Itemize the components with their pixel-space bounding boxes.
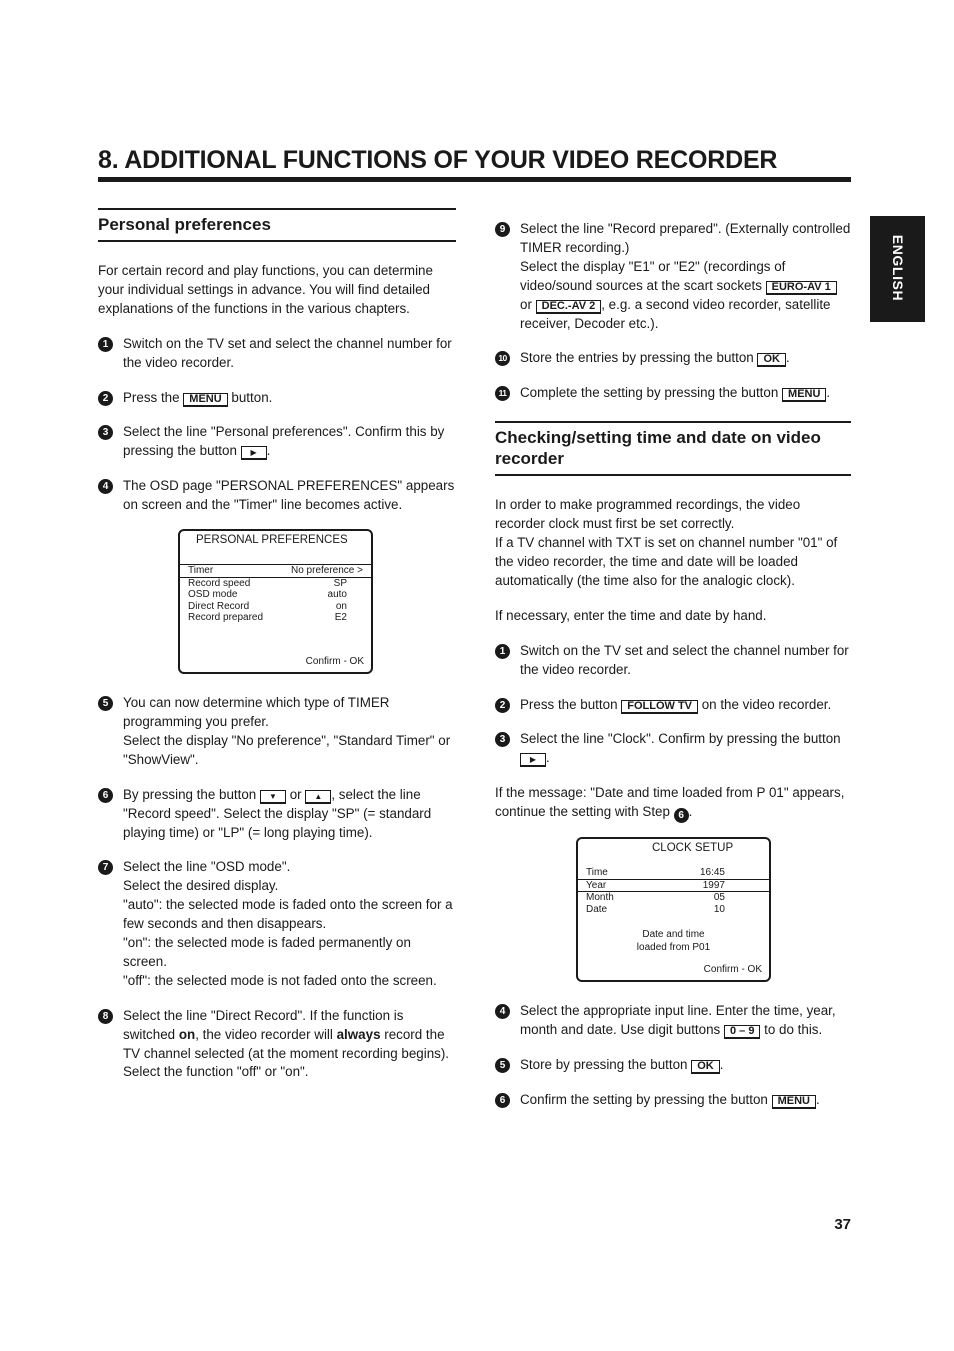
clock-step-5 [495, 1056, 851, 1075]
menu-key: MENU [782, 388, 826, 402]
clock-step-2 [495, 696, 851, 715]
step-text: Select the display "No preference", "Standard Timer" or "ShowView". [123, 732, 451, 767]
play-right-icon: ▶ [241, 446, 267, 460]
step-number: 7 [98, 860, 113, 875]
step-text: Select the display "E1" or "E2" (recordings of video/sound sources at the scart sockets EURO-AV 1 or DEC.-AV 2 , e.g. a second video recorder, satellite receiver, Decoder etc.). [520, 258, 851, 334]
osd-row: Year 1997 [578, 879, 769, 893]
step-text: "auto": the selected mode is faded onto the screen for a few seconds and then disappears. [123, 897, 453, 932]
step-1 [98, 335, 456, 373]
osd-clock-setup [576, 837, 771, 982]
step-number: 2 [495, 698, 510, 713]
step-number: 8 [98, 1009, 113, 1024]
osd-row: Timer No preference > [180, 565, 371, 578]
message-paragraph: If the message: "Date and time loaded from P 01" appears, continue the setting with Step 6 . [495, 785, 845, 822]
step-text: Select the line "Direct Record". If the function is switched on, the video recorder will always record the TV channel selected (at the moment recording begins). Select the function "off" or "on". [123, 1007, 450, 1080]
page-title: 8. ADDITIONAL FUNCTIONS OF YOUR VIDEO RECORDER [98, 145, 851, 182]
clock-step-3 [495, 730, 851, 768]
step-text: Press the button FOLLOW TV on the video recorder. [520, 696, 832, 712]
digit-keys: 0 – 9 [724, 1025, 760, 1039]
step-number: 6 [495, 1093, 510, 1108]
step-text: Complete the setting by pressing the button MENU . [520, 385, 831, 401]
step-text: Switch on the TV set and select the channel number for the video recorder. [520, 642, 849, 677]
step-number: 5 [495, 1058, 510, 1073]
step-number: 11 [495, 386, 510, 401]
step-4 [98, 477, 456, 515]
step-text: Select the appropriate input line. Enter the time, year, month and date. Use digit buttons 0 – 9 to do this. [520, 1003, 836, 1038]
osd-confirm: Confirm - OK [703, 963, 762, 975]
ok-key: OK [691, 1060, 720, 1074]
step-number: 4 [495, 1004, 510, 1019]
step-5 [98, 694, 456, 770]
clock-step-4 [495, 1002, 851, 1040]
osd-personal-preferences [178, 529, 373, 674]
step-9 [495, 220, 851, 333]
step-text: By pressing the button ▼ or ▲ , select the line "Record speed". Select the display "SP" (= standard playing time) or "LP" (= long playing time). [123, 786, 432, 840]
osd-row: Record prepared E2 [188, 612, 347, 624]
menu-key: MENU [183, 393, 227, 407]
clock-intro: If necessary, enter the time and date by hand. [495, 607, 767, 623]
step-text: Select the line "OSD mode". [123, 859, 291, 875]
step-text: The OSD page "PERSONAL PREFERENCES" appears on screen and the "Timer" line becomes active. [123, 478, 455, 513]
osd-row: Date 10 [586, 903, 725, 915]
step-ref-number: 6 [674, 808, 689, 823]
step-text: Select the line "Clock". Confirm by pressing the button ▶ . [520, 731, 841, 766]
osd-row: Month 05 [586, 892, 725, 904]
page-number: 37 [834, 1216, 851, 1233]
language-tab-label: ENGLISH [890, 234, 906, 302]
step-text: Store by pressing the button OK . [520, 1056, 724, 1072]
step-number: 6 [98, 788, 113, 803]
follow-tv-key: FOLLOW TV [621, 700, 698, 714]
step-text: Press the MENU button. [123, 389, 273, 405]
clock-step-1 [495, 642, 851, 680]
clock-intro: If a TV channel with TXT is set on channel number "01" of the video recorder, the time and date will be loaded automatically (the time also for the analogic clock). [495, 535, 838, 588]
dec-av2-key: DEC.-AV 2 [536, 300, 602, 314]
step-number: 2 [98, 391, 113, 406]
menu-key: MENU [772, 1095, 816, 1109]
clock-intro: In order to make programmed recordings, the video recorder clock must first be set correctly. [495, 497, 801, 532]
osd-rows [188, 565, 363, 624]
step-number: 3 [495, 732, 510, 747]
osd-rows [586, 867, 725, 915]
step-text: Switch on the TV set and select the channel number for the video recorder. [123, 335, 452, 370]
step-7 [98, 858, 456, 990]
step-6 [98, 786, 456, 843]
osd-note: Date and time loaded from P01 [636, 929, 711, 953]
osd-row: OSD mode auto [188, 589, 347, 601]
language-tab [870, 216, 925, 322]
step-text: Select the line "Personal preferences". Confirm this by pressing the button ▶ . [123, 424, 445, 459]
step-number: 5 [98, 696, 113, 711]
arrow-up-icon: ▲ [305, 790, 331, 804]
osd-row: Direct Record on [188, 600, 347, 612]
play-right-icon: ▶ [520, 753, 546, 767]
osd-confirm: Confirm - OK [305, 655, 364, 667]
step-text: Store the entries by pressing the button OK . [520, 350, 790, 366]
step-text: "on": the selected mode is faded permanently on screen. [123, 935, 411, 969]
osd-title: CLOCK SETUP [652, 842, 734, 855]
section-heading-personal-preferences: Personal preferences [98, 208, 456, 242]
step-number: 1 [98, 337, 113, 352]
step-text: Select the line "Record prepared". (Externally controlled TIMER recording.) [520, 221, 851, 255]
ok-key: OK [757, 353, 786, 367]
step-11 [495, 384, 851, 403]
step-8 [98, 1007, 456, 1083]
section-heading-clock: Checking/setting time and date on video recorder [495, 421, 851, 476]
step-number: 9 [495, 222, 510, 237]
step-number: 3 [98, 425, 113, 440]
step-3 [98, 423, 456, 461]
osd-title: PERSONAL PREFERENCES [196, 534, 348, 547]
step-2 [98, 389, 456, 408]
arrow-down-icon: ▼ [260, 790, 286, 804]
step-number: 1 [495, 644, 510, 659]
step-number: 10 [495, 351, 510, 366]
step-text: "off": the selected mode is not faded onto the screen. [123, 972, 437, 988]
right-column [495, 220, 851, 1110]
clock-step-6 [495, 1091, 851, 1110]
step-text: You can now determine which type of TIMER programming you prefer. [123, 695, 390, 729]
step-text: Confirm the setting by pressing the button MENU . [520, 1091, 820, 1107]
osd-row: Time 16:45 [586, 867, 725, 879]
osd-row: Record speed SP [188, 577, 347, 589]
step-number: 4 [98, 479, 113, 494]
step-text: Select the desired display. [123, 878, 279, 894]
euro-av1-key: EURO-AV 1 [766, 281, 837, 295]
intro-paragraph: For certain record and play functions, you can determine your individual settings in advance. You will find detailed explanations of the functions in the various chapters. [98, 263, 433, 316]
step-10 [495, 349, 851, 368]
left-column [98, 208, 456, 1082]
